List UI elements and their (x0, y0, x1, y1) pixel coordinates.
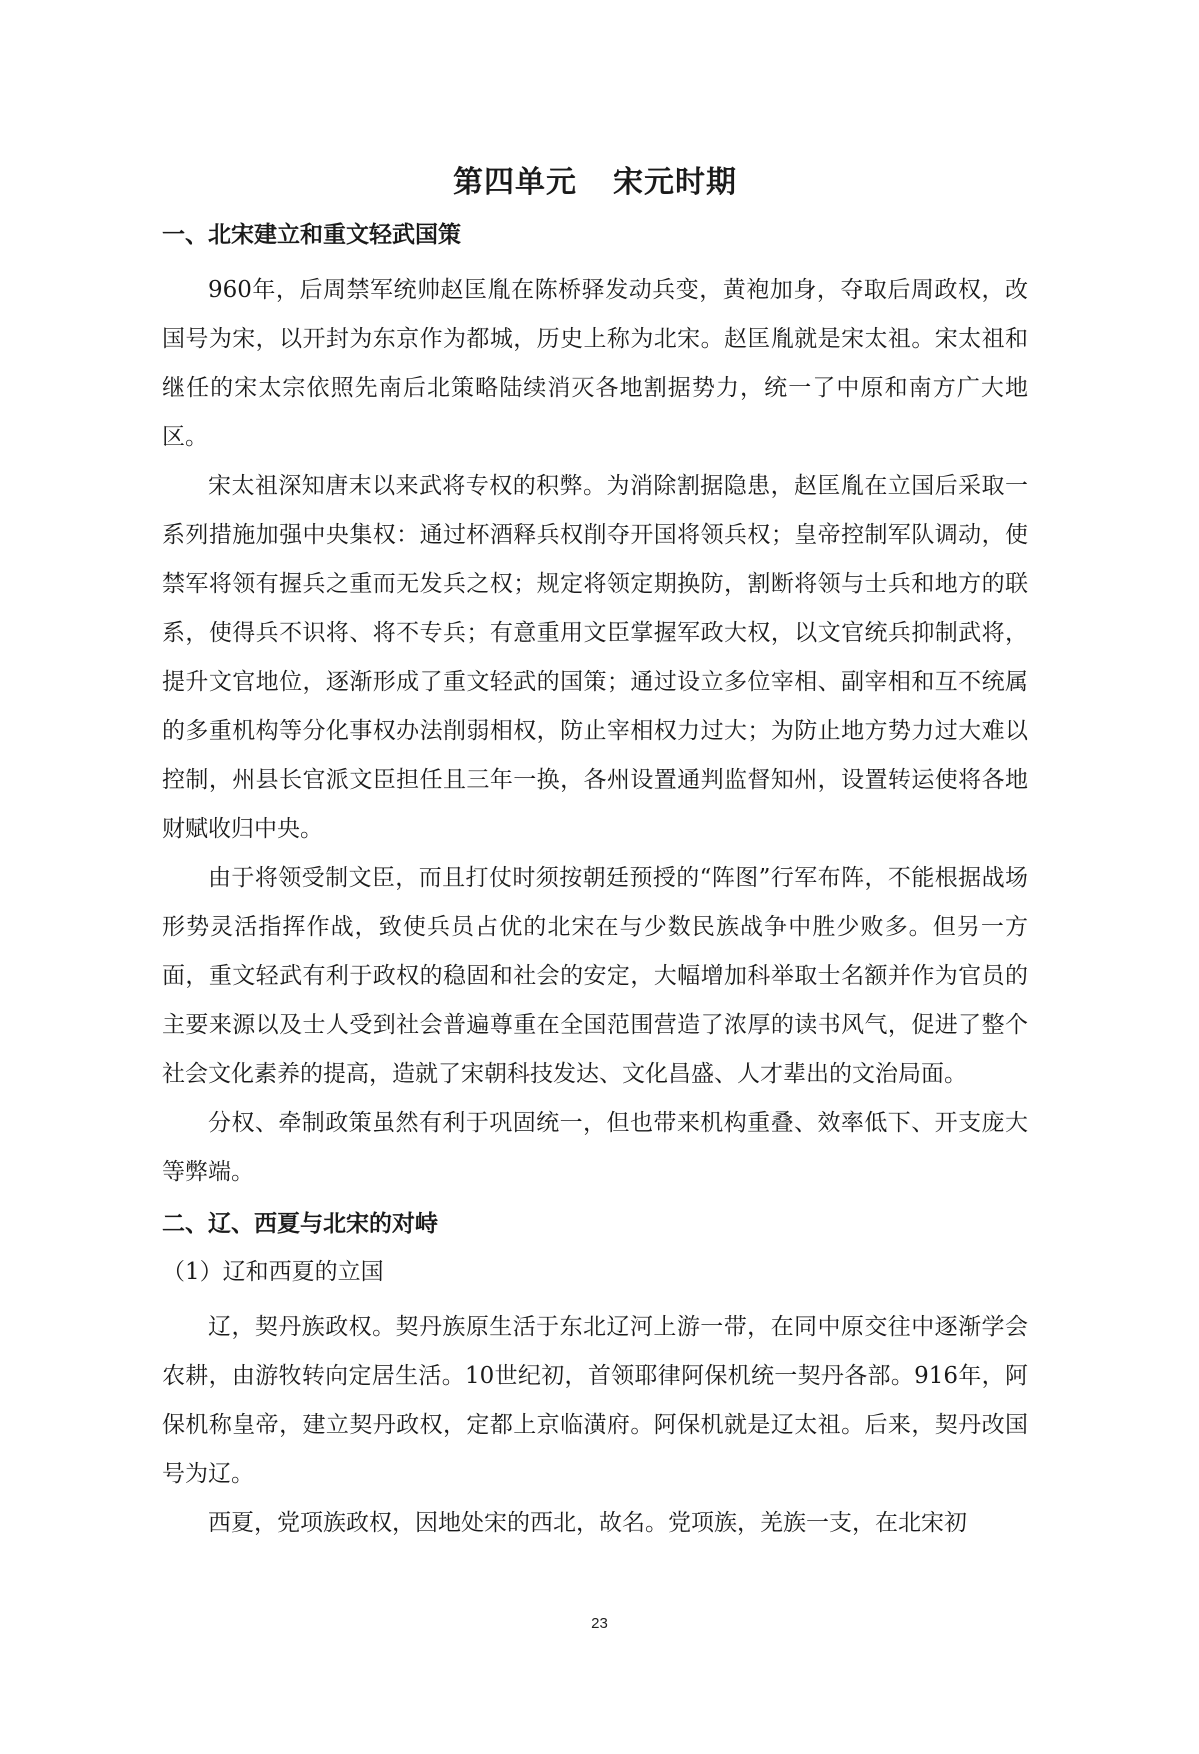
section-heading-liao-xixia: 二、辽、西夏与北宋的对峙 (162, 1210, 438, 1237)
paragraph: 960年，后周禁军统帅赵匡胤在陈桥驿发动兵变，黄袍加身，夺取后周政权，改国号为宋，以开封为东京作为都城，历史上称为北宋。赵匡胤就是宋太祖。宋太祖和继任的宋太宗依照先南后北策略陆续消灭各地割据势力，统一了中原和南方广大地区。 (162, 277, 1028, 450)
sub-heading-founding: （1）辽和西夏的立国 (162, 1259, 384, 1285)
paragraph: 分权、牵制政策虽然有利于巩固统一，但也带来机构重叠、效率低下、开支庞大等弊端。 (162, 1110, 1028, 1185)
paragraph: 宋太祖深知唐末以来武将专权的积弊。为消除割据隐患，赵匡胤在立国后采取一系列措施加强中央集权：通过杯酒释兵权削夺开国将领兵权；皇帝控制军队调动，使禁军将领有握兵之重而无发兵之权；规定将领定期换防，割断将领与士兵和地方的联系，使得兵不识将、将不专兵；有意重用文臣掌握军政大权，以文官统兵抑制武将，提升文官地位，逐渐形成了重文轻武的国策；通过设立多位宰相、副宰相和互不统属的多重机构等分化事权办法削弱相权，防止宰相权力过大；为防止地方势力过大难以控制，州县长官派文臣担任且三年一换，各州设置通判监督知州，设置转运使将各地财赋收归中央。 (162, 473, 1028, 842)
page-content (162, 160, 1028, 1548)
page-number: 23 (591, 1615, 608, 1632)
paragraph: 辽，契丹族政权。契丹族原生活于东北辽河上游一带，在同中原交往中逐渐学会农耕，由游牧转向定居生活。10世纪初，首领耶律阿保机统一契丹各部。916年，阿保机称皇帝，建立契丹政权，定都上京临潢府。阿保机就是辽太祖。后来，契丹改国号为辽。 (162, 1314, 1028, 1487)
section-heading-northern-song: 一、北宋建立和重文轻武国策 (162, 221, 461, 248)
paragraph: 西夏，党项族政权，因地处宋的西北，故名。党项族，羌族一支，在北宋初 (208, 1510, 967, 1536)
page-title (162, 160, 1028, 206)
paragraph: 由于将领受制文臣，而且打仗时须按朝廷预授的“阵图”行军布阵，不能根据战场形势灵活指挥作战，致使兵员占优的北宋在与少数民族战争中胜少败多。但另一方面，重文轻武有利于政权的稳固和社会的安定，大幅增加科举取士名额并作为官员的主要来源以及士人受到社会普遍尊重在全国范围营造了浓厚的读书风气，促进了整个社会文化素养的提高，造就了宋朝科技发达、文化昌盛、人才辈出的文治局面。 (162, 865, 1028, 1087)
title-period: 宋元时期 (613, 165, 737, 200)
title-unit: 第四单元 (453, 165, 577, 200)
